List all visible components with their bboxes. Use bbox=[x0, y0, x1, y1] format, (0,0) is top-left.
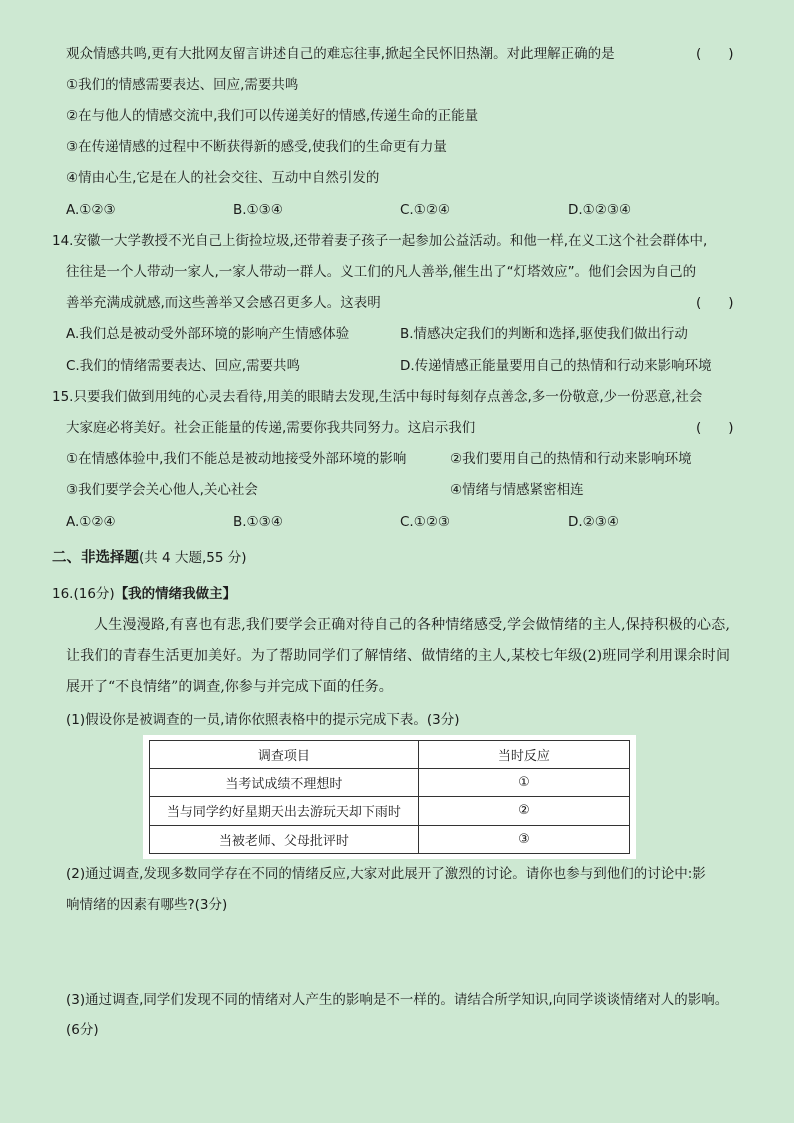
q15-option-c[interactable]: C.①②③ bbox=[400, 514, 451, 530]
section-title: 二、非选择题 bbox=[52, 550, 139, 566]
section-heading bbox=[52, 548, 246, 568]
q16-sub-question-3-line-1: (3)通过调查,同学们发现不同的情绪对人产生的影响是不一样的。请结合所学知识,向同学谈谈情绪对人的影响。 bbox=[66, 992, 729, 1008]
q14-option-c[interactable]: C.我们的情绪需要表达、回应,需要共鸣 bbox=[66, 358, 301, 374]
q14-stem-line-1: 14.安徽一大学教授不光自己上街捡垃圾,还带着妻子孩子一起参加公益活动。和他一样,在义工这个社会群体中, bbox=[52, 233, 708, 249]
table-header-item: 调查项目 bbox=[150, 741, 419, 769]
q16-sub-question-2-line-2: 响情绪的因素有哪些?(3分) bbox=[66, 897, 228, 913]
table-cell-answer-3[interactable]: ③ bbox=[418, 825, 629, 853]
q16-topic: 【我的情绪我做主】 bbox=[114, 586, 237, 602]
q15-stem-line-1: 15.只要我们做到用纯的心灵去看待,用美的眼睛去发现,生活中每时每刻存点善念,多一份敬意,少一份恶意,社会 bbox=[52, 389, 703, 405]
q13-option-b[interactable]: B.①③④ bbox=[233, 202, 283, 218]
table-header-row bbox=[150, 741, 630, 769]
q13-item-3: ③在传递情感的过程中不断获得新的感受,使我们的生命更有力量 bbox=[66, 139, 447, 155]
q15-stem-line-2: 大家庭必将美好。社会正能量的传递,需要你我共同努力。这启示我们 bbox=[66, 420, 476, 436]
q14-stem-line-2: 往往是一个人带动一家人,一家人带动一群人。义工们的凡人善举,催生出了“灯塔效应”。他们会因为自己的 bbox=[66, 264, 697, 280]
q16-heading bbox=[52, 584, 236, 604]
section-subtitle: (共 4 大题,55 分) bbox=[139, 550, 247, 566]
q13-stem-continuation: 观众情感共鸣,更有大批网友留言讲述自己的难忘往事,掀起全民怀旧热潮。对此理解正确的是 bbox=[66, 46, 615, 62]
q16-sub-question-1: (1)假设你是被调查的一员,请你依照表格中的提示完成下表。(3分) bbox=[66, 712, 460, 728]
q16-sub-question-3-line-2: (6分) bbox=[66, 1022, 99, 1038]
survey-table-image bbox=[143, 735, 636, 859]
q15-answer-bracket: ( ) bbox=[696, 420, 734, 436]
table-header-reaction: 当时反应 bbox=[418, 741, 629, 769]
q13-option-c[interactable]: C.①②④ bbox=[400, 202, 451, 218]
q15-item-2: ②我们要用自己的热情和行动来影响环境 bbox=[450, 451, 692, 467]
q14-stem-line-3: 善举充满成就感,而这些善举又会感召更多人。这表明 bbox=[66, 295, 381, 311]
q13-item-1: ①我们的情感需要表达、回应,需要共鸣 bbox=[66, 77, 299, 93]
q15-item-1: ①在情感体验中,我们不能总是被动地接受外部环境的影响 bbox=[66, 451, 407, 467]
q16-sub-question-2-line-1: (2)通过调查,发现多数同学存在不同的情绪反应,大家对此展开了激烈的讨论。请你也参与到他们的讨论中:影 bbox=[66, 866, 706, 882]
table-cell-answer-1[interactable]: ① bbox=[418, 769, 629, 797]
survey-table bbox=[149, 740, 630, 854]
table-row bbox=[150, 769, 630, 797]
q16-number: 16.(16分) bbox=[52, 586, 115, 602]
table-row bbox=[150, 797, 630, 825]
q14-option-d[interactable]: D.传递情感正能量要用自己的热情和行动来影响环境 bbox=[400, 358, 712, 374]
q15-option-a[interactable]: A.①②④ bbox=[66, 514, 116, 530]
q14-option-a[interactable]: A.我们总是被动受外部环境的影响产生情感体验 bbox=[66, 326, 350, 342]
table-cell-answer-2[interactable]: ② bbox=[418, 797, 629, 825]
q14-option-b[interactable]: B.情感决定我们的判断和选择,驱使我们做出行动 bbox=[400, 326, 688, 342]
table-cell-item: 当考试成绩不理想时 bbox=[150, 769, 419, 797]
q15-item-3: ③我们要学会关心他人,关心社会 bbox=[66, 482, 258, 498]
q13-answer-bracket: ( ) bbox=[696, 46, 734, 62]
table-cell-item: 当与同学约好星期天出去游玩天却下雨时 bbox=[150, 797, 419, 825]
q13-item-4: ④情由心生,它是在人的社会交往、互动中自然引发的 bbox=[66, 170, 380, 186]
q16-intro-paragraph: 人生漫漫路,有喜也有悲,我们要学会正确对待自己的各种情绪感受,学会做情绪的主人,保持积极的心态,让我们的青春生活更加美好。为了帮助同学们了解情绪、做情绪的主人,某校七年级(2)班同学利用课余时间展开了“不良情绪”的调查,你参与并完成下面的任务。 bbox=[66, 617, 730, 695]
q15-option-d[interactable]: D.②③④ bbox=[568, 514, 619, 530]
q13-option-a[interactable]: A.①②③ bbox=[66, 202, 116, 218]
q15-option-b[interactable]: B.①③④ bbox=[233, 514, 283, 530]
q13-option-d[interactable]: D.①②③④ bbox=[568, 202, 632, 218]
table-cell-item: 当被老师、父母批评时 bbox=[150, 825, 419, 853]
q14-answer-bracket: ( ) bbox=[696, 295, 734, 311]
q15-item-4: ④情绪与情感紧密相连 bbox=[450, 482, 584, 498]
q13-item-2: ②在与他人的情感交流中,我们可以传递美好的情感,传递生命的正能量 bbox=[66, 108, 479, 124]
table-row bbox=[150, 825, 630, 853]
